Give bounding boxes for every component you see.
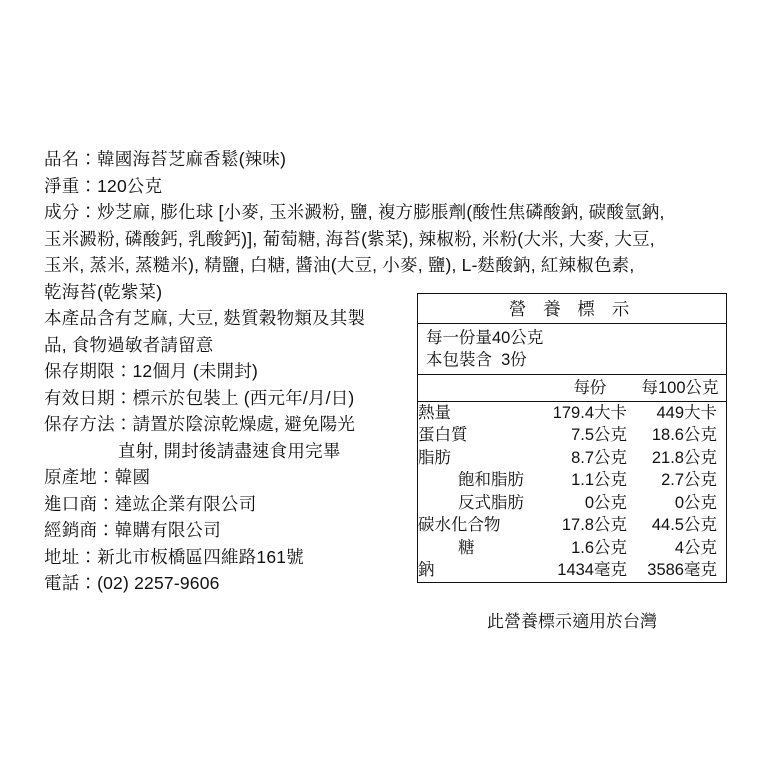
info-line: 玉米澱粉, 磷酸鈣, 乳酸鈣)], 葡萄糖, 海苔(紫菜), 辣椒粉, 米粉(大米, 大麥, 大豆, [44,228,655,249]
nutrient-name: 飽和脂肪 [458,471,524,489]
nutrient-hundred-value: 449 [656,403,684,422]
nutrient-hundred-unit: 公克 [684,426,717,444]
info-line: 有效日期：標示於包裝上 (西元年/月/日) [44,387,355,408]
nutrient-name: 鈉 [418,561,435,579]
info-line: 淨重：120公克 [44,175,163,196]
nutrition-facts-table [417,293,727,583]
info-line: 直射, 開封後請盡速食用完畢 [118,440,341,461]
info-line: 進口商：達竑企業有限公司 [44,493,257,514]
info-line: 保存期限：12個月 (未開封) [44,361,258,381]
nutrient-name: 反式脂肪 [458,493,524,512]
nutrient-hundred-unit: 公克 [684,538,717,557]
nutrient-hundred-unit: 公克 [684,516,717,534]
nutrient-hundred-value: 3586 [647,561,684,579]
info-line: 經銷商：韓購有限公司 [44,520,221,540]
nutrient-name: 脂肪 [418,448,451,467]
nutrition-row [418,425,726,448]
info-line: 電話：(02) 2257-9606 [44,573,220,593]
nutrient-serving-value: 1.1 [571,471,594,489]
nutrient-name: 蛋白質 [418,426,468,444]
nutrient-serving-unit: 公克 [594,493,627,512]
nutrient-serving-value: 1.6 [571,538,594,557]
nutrient-hundred-unit: 大卡 [684,403,717,422]
nutrition-rows [418,402,726,582]
nutrient-serving-value: 17.8 [561,516,594,534]
nutrient-hundred-value: 21.8 [651,448,684,467]
nutrient-hundred-value: 4 [674,538,684,557]
nutrition-footnote: 此營養標示適用於台灣 [487,612,657,631]
header-per-serving: 每份 [573,379,607,397]
serving-size: 每一份量40公克 [426,329,544,347]
info-line: 玉米, 蒸米, 蒸糙米), 精鹽, 白糖, 醬油(大豆, 小麥, 鹽), L-麩酸鈉, 紅辣椒色素, [44,255,635,275]
info-line: 地址：新北市板橋區四維路161號 [44,546,304,567]
info-line: 成分：炒芝麻, 膨化球 [小麥, 玉米澱粉, 鹽, 複方膨脹劑(酸性焦磷酸鈉, 碳酸氫鈉, [44,202,665,222]
info-line: 本產品含有芝麻, 大豆, 麩質穀物類及其製 [44,308,366,328]
nutrition-column-headers [418,375,726,402]
nutrient-hundred-unit: 毫克 [684,561,717,579]
nutrient-hundred-value: 44.5 [651,516,684,534]
nutrient-name: 糖 [458,538,475,557]
info-line: 乾海苔(乾紫菜) [44,281,163,302]
nutrient-serving-unit: 毫克 [594,561,627,579]
info-line: 原產地：韓國 [44,467,151,487]
nutrient-serving-unit: 大卡 [594,403,627,422]
nutrient-serving-unit: 公克 [594,471,627,489]
nutrient-hundred-unit: 公克 [684,448,717,467]
nutrient-serving-value: 1434 [557,561,594,579]
nutrient-serving-value: 7.5 [571,426,594,444]
header-spacer [418,377,546,399]
nutrient-name: 熱量 [418,403,451,422]
nutrient-serving-value: 179.4 [552,403,594,422]
nutrient-serving-unit: 公克 [594,448,627,467]
nutrient-serving-value: 0 [584,493,594,512]
nutrition-row [418,402,726,425]
nutrient-serving-value: 8.7 [571,448,594,467]
header-per-100g: 每100公克 [641,379,719,397]
info-line: 保存方法：請置於陰涼乾燥處, 避免陽光 [44,414,356,434]
nutrient-serving-unit: 公克 [594,538,627,557]
nutrition-row [418,537,726,560]
nutrient-serving-unit: 公克 [594,426,627,444]
info-line: 品名：韓國海苔芝麻香鬆(辣味) [44,149,287,169]
servings-per-pack: 本包裝含 3份 [426,351,527,369]
nutrient-hundred-value: 2.7 [661,471,684,489]
nutrient-hundred-value: 18.6 [651,426,684,444]
nutrient-hundred-unit: 公克 [684,493,717,512]
nutrition-title: 營 養 標 示 [418,294,726,324]
nutrition-row [418,515,726,538]
nutrition-row [418,492,726,515]
nutrient-serving-unit: 公克 [594,516,627,534]
nutrition-row [418,447,726,470]
nutrition-serving-info [418,324,726,375]
nutrient-name: 碳水化合物 [418,516,501,534]
nutrient-hundred-value: 0 [674,493,684,512]
info-line: 品, 食物過敏者請留意 [44,334,214,355]
nutrition-row [418,470,726,493]
nutrition-row [418,560,726,583]
nutrient-hundred-unit: 公克 [684,471,717,489]
